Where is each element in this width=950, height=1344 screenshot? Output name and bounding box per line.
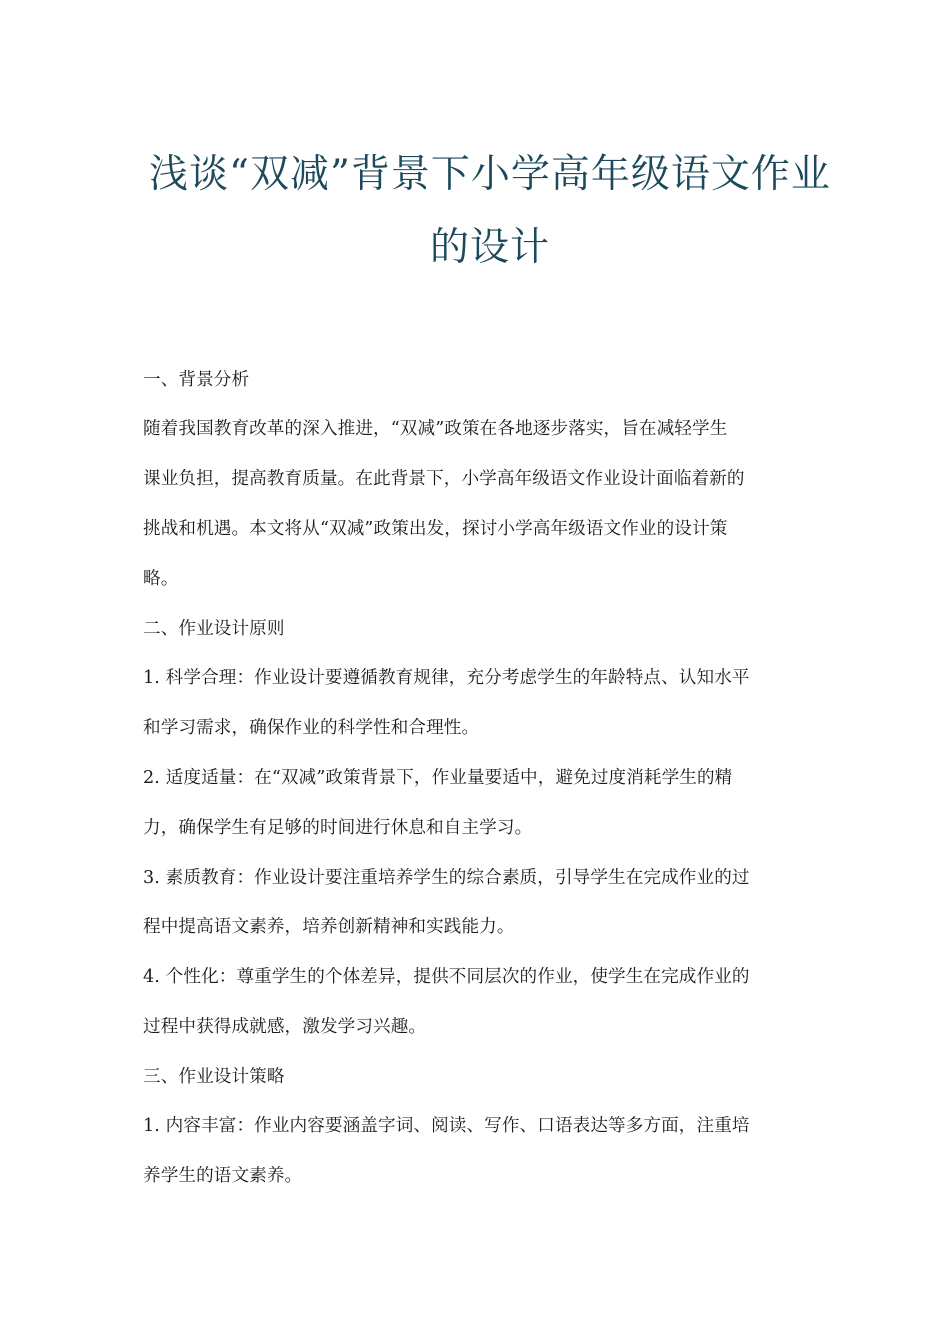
list-item-line: 和学习需求，确保作业的科学性和合理性。 xyxy=(143,718,480,738)
document-title-line-1: 浅谈“双减”背景下小学高年级语文作业 xyxy=(149,152,831,197)
paragraph-line: 略。 xyxy=(143,569,179,589)
document-title-line-2: 的设计 xyxy=(429,225,550,270)
section-heading-strategies: 三、作业设计策略 xyxy=(143,1067,285,1087)
list-item-line: 力，确保学生有足够的时间进行休息和自主学习。 xyxy=(143,818,533,838)
list-item-line: 1. 内容丰富：作业内容要涵盖字词、阅读、写作、口语表达等多方面，注重培 xyxy=(143,1116,750,1136)
list-item-line: 3. 素质教育：作业设计要注重培养学生的综合素质，引导学生在完成作业的过 xyxy=(143,868,750,888)
paragraph-line: 随着我国教育改革的深入推进，“双减”政策在各地逐步落实，旨在减轻学生 xyxy=(143,419,728,439)
list-item-line: 养学生的语文素养。 xyxy=(143,1166,303,1186)
paragraph-line: 课业负担，提高教育质量。在此背景下，小学高年级语文作业设计面临着新的 xyxy=(143,469,745,489)
paragraph-line: 挑战和机遇。本文将从“双减”政策出发，探讨小学高年级语文作业的设计策 xyxy=(143,519,728,539)
section-heading-principles: 二、作业设计原则 xyxy=(143,619,285,639)
list-item-line: 4. 个性化：尊重学生的个体差异，提供不同层次的作业，使学生在完成作业的 xyxy=(143,967,750,987)
list-item-line: 过程中获得成就感，激发学习兴趣。 xyxy=(143,1017,427,1037)
section-heading-background: 一、背景分析 xyxy=(143,370,250,390)
list-item-line: 2. 适度适量：在“双减”政策背景下，作业量要适中，避免过度消耗学生的精 xyxy=(143,768,733,788)
list-item-line: 程中提高语文素养，培养创新精神和实践能力。 xyxy=(143,917,515,937)
list-item-line: 1. 科学合理：作业设计要遵循教育规律，充分考虑学生的年龄特点、认知水平 xyxy=(143,668,750,688)
